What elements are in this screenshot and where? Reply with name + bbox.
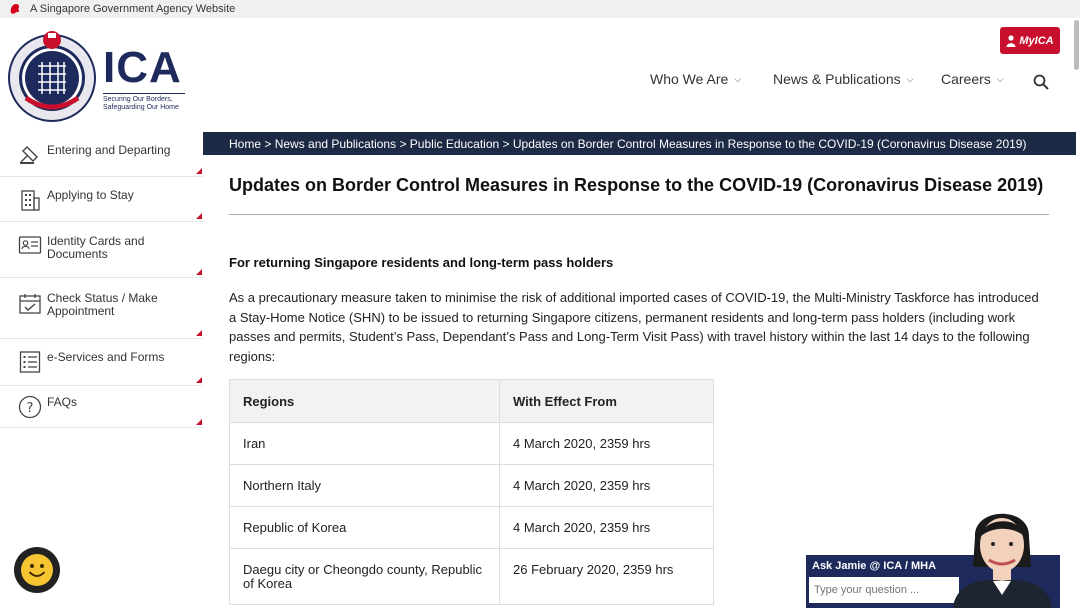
ica-crest-icon xyxy=(8,28,100,123)
chevron-down-icon: ⌵ xyxy=(906,73,914,84)
sidebar-item-applying-to-stay[interactable]: Applying to Stay xyxy=(0,177,203,222)
question-circle-icon xyxy=(18,395,42,419)
page-title: Updates on Border Control Measures in Response to the COVID-19 (Coronavirus Disease 2019) xyxy=(229,175,1044,195)
gov-masthead xyxy=(0,0,1080,18)
id-card-icon xyxy=(18,233,42,257)
region-cell: Republic of Korea xyxy=(230,507,500,549)
myica-label: MyICA xyxy=(1019,34,1054,47)
breadcrumb-news-publications[interactable]: News and Publications xyxy=(274,136,397,151)
jamie-avatar xyxy=(945,497,1060,608)
search-icon[interactable] xyxy=(1033,74,1049,90)
site-header xyxy=(0,18,1080,132)
myica-button[interactable] xyxy=(1000,27,1060,54)
sidebar-item-check-status[interactable]: Check Status / Make Appointment xyxy=(0,278,203,339)
feedback-smiley-button[interactable] xyxy=(14,547,60,593)
nav-who-we-are[interactable]: Who We Are ⌵ xyxy=(650,71,742,87)
effective-date-cell: 4 March 2020, 2359 hrs xyxy=(500,507,714,549)
corner-marker xyxy=(196,269,202,275)
table-row xyxy=(230,465,714,507)
table-row xyxy=(230,549,714,605)
building-icon xyxy=(18,188,42,212)
region-cell: Iran xyxy=(230,423,500,465)
table-header-row xyxy=(230,380,714,423)
logo-tagline: Securing Our Borders, Safeguarding Our Home xyxy=(103,93,185,112)
breadcrumb-home[interactable]: Home xyxy=(229,136,262,151)
singapore-lion-icon xyxy=(9,3,21,15)
table-row xyxy=(230,507,714,549)
region-cell: Daegu city or Cheongdo county, Republic of Korea xyxy=(230,549,500,605)
regions-table xyxy=(229,379,714,605)
title-divider xyxy=(229,214,1049,215)
header-effective-from: With Effect From xyxy=(500,380,714,423)
corner-marker xyxy=(196,213,202,219)
sidebar xyxy=(0,132,203,608)
passport-stamp-icon xyxy=(18,142,42,166)
effective-date-cell: 26 February 2020, 2359 hrs xyxy=(500,549,714,605)
calendar-check-icon xyxy=(18,292,42,316)
table-row xyxy=(230,423,714,465)
smiley-face-icon xyxy=(20,553,54,587)
sidebar-item-eservices-forms[interactable]: e-Services and Forms xyxy=(0,339,203,386)
chevron-down-icon: ⌵ xyxy=(734,73,742,84)
region-cell: Northern Italy xyxy=(230,465,500,507)
logo-wordmark: ICA xyxy=(103,43,182,92)
chat-question-input[interactable] xyxy=(809,577,959,603)
sidebar-item-faqs[interactable]: ? FAQs xyxy=(0,386,203,428)
header-regions: Regions xyxy=(230,380,500,423)
breadcrumb-current: Updates on Border Control Measures in Response to the COVID-19 (Coronavirus Disease 2019) xyxy=(512,136,1027,151)
body-paragraph: As a precautionary measure taken to minimise the risk of additional imported cases of COVID-19, the Multi-Ministry Taskforce has introduced a Stay-Home Notice (SHN) to be issued to returning Singapore citizens, permanent residents and long-term pass holders (including work passes and permits, Student’s Pass, Dependant’s Pass and Long-Term Visit Pass) with travel history within the last 14 days to the following regions: xyxy=(229,290,1039,364)
sidebar-item-entering-departing[interactable]: Entering and Departing xyxy=(0,132,203,177)
nav-careers[interactable]: Careers ⌵ xyxy=(941,71,1004,87)
chevron-down-icon: ⌵ xyxy=(996,73,1004,84)
corner-marker xyxy=(196,330,202,336)
corner-marker xyxy=(196,419,202,425)
user-icon xyxy=(1006,35,1016,47)
gov-masthead-text: A Singapore Government Agency Website xyxy=(30,3,236,15)
chat-title: Ask Jamie @ ICA / MHA xyxy=(812,560,937,572)
effective-date-cell: 4 March 2020, 2359 hrs xyxy=(500,423,714,465)
corner-marker xyxy=(196,168,202,174)
breadcrumb: Home > News and Publications > Public Education > Updates on Border Control Measures in Response to the COVID-19 (Coronavirus Disease 2019) xyxy=(203,132,1076,155)
breadcrumb-public-education[interactable]: Public Education xyxy=(409,136,500,151)
svg-text:?: ? xyxy=(26,401,34,416)
effective-date-cell: 4 March 2020, 2359 hrs xyxy=(500,465,714,507)
scrollbar-thumb[interactable] xyxy=(1074,20,1079,70)
form-list-icon xyxy=(18,350,42,374)
sidebar-item-identity-cards[interactable]: Identity Cards and Documents xyxy=(0,222,203,278)
section-heading: For returning Singapore residents and long-term pass holders xyxy=(229,255,614,270)
corner-marker xyxy=(196,377,202,383)
ica-logo[interactable] xyxy=(8,28,188,123)
nav-news-publications[interactable]: News & Publications ⌵ xyxy=(773,71,914,87)
